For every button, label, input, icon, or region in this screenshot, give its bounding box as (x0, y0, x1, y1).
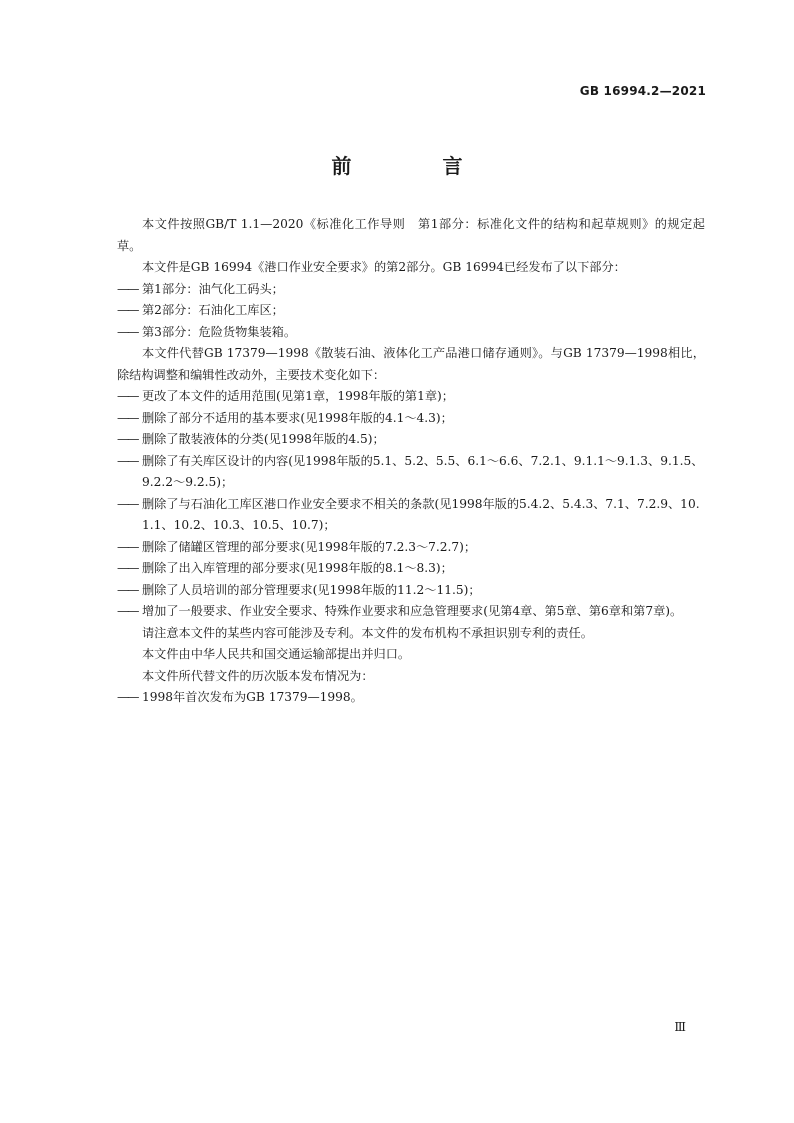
paragraph-drafting-rules: 本文件按照GB/T 1.1—2020《标准化工作导则 第1部分：标准化文件的结构和起草规则》的规定起草。 (117, 217, 705, 253)
paragraph-replacement: 本文件代替GB 17379—1998《散装石油、液体化工产品港口储存通则》。与GB 17379—1998相比，除结构调整和编辑性改动外，主要技术变化如下： (117, 346, 705, 382)
foreword-body (117, 214, 705, 709)
list-item-change: ——删除了储罐区管理的部分要求(见1998年版的7.2.3～7.2.7)； (117, 537, 705, 559)
list-item-change: ——删除了与石油化工库区港口作业安全要求不相关的条款(见1998年版的5.4.2、5.4.3、7.1、7.2.9、10.1.1、10.2、10.3、10.5、10.7)； (117, 494, 705, 537)
paragraph-proposer: 本文件由中华人民共和国交通运输部提出并归口。 (142, 647, 411, 661)
standard-number: GB 16994.2—2021 (579, 84, 706, 98)
list-item-history: ——1998年首次发布为GB 17379—1998。 (117, 687, 705, 709)
paragraph-series-intro: 本文件是GB 16994《港口作业安全要求》的第2部分。GB 16994已经发布了以下部分： (142, 260, 626, 274)
list-item-part: ——第1部分：油气化工码头； (117, 279, 705, 301)
paragraph-history-intro: 本文件所代替文件的历次版本发布情况为： (142, 668, 374, 683)
list-item-change: ——删除了部分不适用的基本要求(见1998年版的4.1～4.3)； (117, 408, 705, 430)
list-item-change: ——更改了本文件的适用范围(见第1章，1998年版的第1章)； (117, 386, 705, 408)
list-item-change: ——删除了散装液体的分类(见1998年版的4.5)； (117, 429, 705, 451)
list-item-change: ——增加了一般要求、作业安全要求、特殊作业要求和应急管理要求(见第4章、第5章、第6章和第7章)。 (117, 601, 705, 623)
page-number: Ⅲ (674, 1020, 686, 1034)
list-item-part: ——第3部分：危险货物集装箱。 (117, 322, 705, 344)
list-item-change: ——删除了人员培训的部分管理要求(见1998年版的11.2～11.5)； (117, 580, 705, 602)
list-item-part: ——第2部分：石油化工库区； (117, 300, 705, 322)
paragraph-patent-notice: 请注意本文件的某些内容可能涉及专利。本文件的发布机构不承担识别专利的责任。 (142, 625, 593, 640)
list-item-change: ——删除了出入库管理的部分要求(见1998年版的8.1～8.3)； (117, 558, 705, 580)
page-title: 前 言 (331, 154, 505, 178)
list-item-change: ——删除了有关库区设计的内容(见1998年版的5.1、5.2、5.5、6.1～6.6、7.2.1、9.1.1～9.1.3、9.1.5、9.2.2～9.2.5)； (117, 451, 705, 494)
